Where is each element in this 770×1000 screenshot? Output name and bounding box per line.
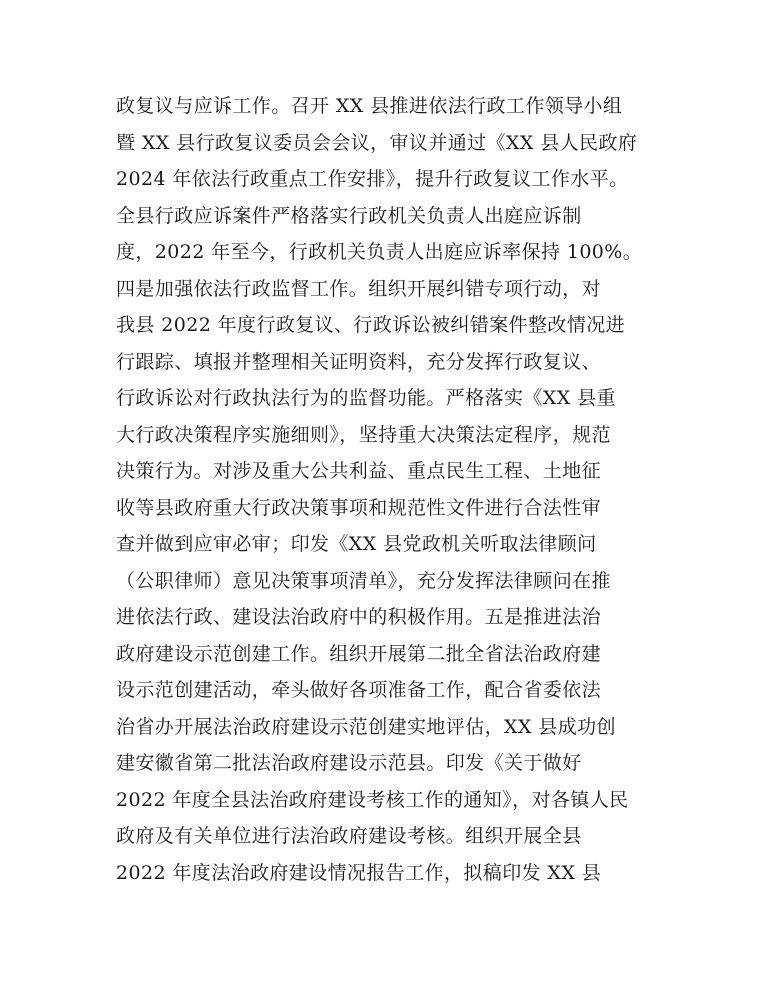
text-line: 暨 XX 县行政复议委员会会议，审议并通过《XX 县人民政府 — [116, 131, 638, 154]
text-line: （公职律师）意见决策事项清单》，充分发挥法律顾问在推 — [116, 569, 611, 592]
text-line: 设示范创建活动，牵头做好各项准备工作，配合省委依法 — [116, 679, 602, 701]
text-line: 进依法行政、建设法治政府中的积极作用。五是推进法治 — [116, 606, 602, 628]
text-line: 决策行为。对涉及重大公共利益、重点民生工程、土地征 — [116, 460, 602, 482]
text-line: 政府建设示范创建工作。组织开展第二批全省法治政府建 — [116, 642, 602, 665]
body-text — [116, 88, 656, 891]
text-line: 查并做到应审必审；印发《XX 县党政机关听取法律顾问 — [116, 533, 597, 555]
text-line: 大行政决策程序实施细则》，坚持重大决策法定程序，规范 — [116, 423, 611, 446]
text-line: 2022 年度法治政府建设情况报告工作，拟稿印发 XX 县 — [116, 861, 602, 884]
text-line: 我县 2022 年度行政复议、行政诉讼被纠错案件整改情况进 — [116, 314, 626, 336]
text-line: 政府及有关单位进行法治政府建设考核。组织开展全县 — [116, 825, 582, 847]
text-line: 行跟踪、填报并整理相关证明资料，充分发挥行政复议、 — [116, 350, 602, 373]
text-line: 度，2022 年至今，行政机关负责人出庭应诉率保持 100%。 — [116, 241, 643, 263]
text-line: 建安徽省第二批法治政府建设示范县。印发《关于做好 — [116, 752, 582, 774]
text-line: 四是加强依法行政监督工作。组织开展纠错专项行动，对 — [116, 277, 602, 300]
text-line: 2022 年度全县法治政府建设考核工作的通知》，对各镇人民 — [116, 788, 629, 811]
text-line: 治省办开展法治政府建设示范创建实地评估，XX 县成功创 — [116, 715, 616, 738]
text-line: 2024 年依法行政重点工作安排》，提升行政复议工作水平。 — [116, 168, 629, 190]
text-line: 全县行政应诉案件严格落实行政机关负责人出庭应诉制 — [116, 204, 582, 227]
text-line: 收等县政府重大行政决策事项和规范性文件进行合法性审 — [116, 496, 602, 519]
text-line: 政复议与应诉工作。召开 XX 县推进依法行政工作领导小组 — [116, 95, 623, 117]
text-line: 行政诉讼对行政执法行为的监督功能。严格落实《XX 县重 — [116, 387, 616, 409]
